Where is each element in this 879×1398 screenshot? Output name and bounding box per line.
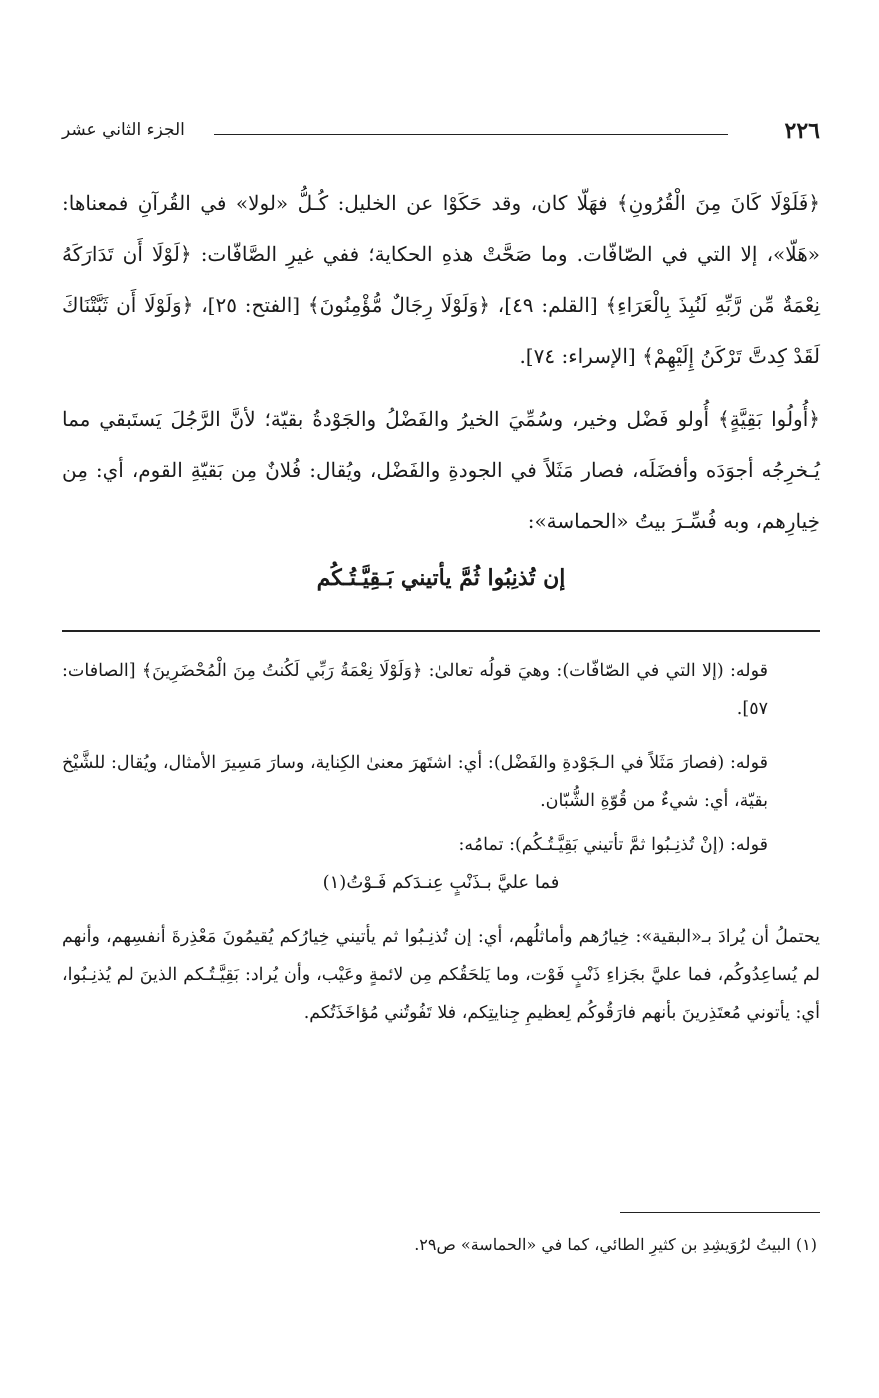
section-divider	[62, 630, 820, 632]
commentary-paragraph-1: قوله: (إلا التي في الصّافّات): وهيَ قولُه تعالىٰ: ﴿وَلَوْلَا نِعْمَةُ رَبِّي لَكُنتُ مِنَ الْمُحْضَرِينَ﴾ [الصافات: ٥٧].	[62, 661, 768, 719]
main-paragraph-2: ﴿أُولُوا بَقِيَّةٍ﴾ أُولو فَضْل وخير، وسُمِّيَ الخيرُ والفَضْلُ والجَوْدةُ بقيّة؛ لأنَّ الرَّجُلَ يَستَبقي مما يُـخرِجُه أجوَدَه وأفضَلَه، فصار مَثَلاً في الجودةِ والفَضْل، ويُقال: فُلانٌ مِن بَقيّةِ القوم، أي: مِن خِيارِهم، وبه فُسِّـرَ بيتُ «الحماسة»:	[62, 407, 820, 533]
commentary-verse: فما عليَّ بـذَنْبٍ عِنـدَكم فَـوْتُ(١)	[322, 872, 560, 893]
commentary	[62, 652, 820, 1032]
running-title: الجزء الثاني عشر	[62, 120, 185, 140]
hamasa-verse: إن تُذنِبُوا ثُمَّ يأتيني بَـقِيَّـتُـكُم	[316, 565, 566, 591]
footnote: (١) البيتُ لرُوَيشِدِ بن كثيرِ الطائي، كما في «الحماسة» ص٢٩.	[414, 1235, 817, 1254]
commentary-paragraph-3: قوله: (إنْ تُذنِـبُوا ثمَّ تأتيني بَقِيَّـتُـكُم): تمامُه:	[458, 835, 768, 855]
footnote-rule	[620, 1212, 820, 1213]
commentary-paragraph-4: يحتملُ أن يُرادَ بـ«البقية»: خِيارُهم وأماثلُهم، أي: إن تُذنِـبُوا ثم يأتيني خِيارُكم يُقيمُونَ مَعْذِرةَ أنفسِهم، وأنهم لم يُساعِدُوكُم، فما عليَّ بجَزاءِ ذَنْبٍ فَوْت، وما يَلحَقُكم مِن لائمةٍ وعَيْب، وأن يُراد: بَقِيَّـتُـكم الذينَ لم يُذنِـبُوا، أي: يأتوني مُعتَذِرينَ بأنهم فارَقُوكُم لِعظيمِ جِنايتِكم، فلا تَفُوتُني مُؤاخَذَتُكم.	[62, 927, 820, 1023]
header-rule	[214, 134, 728, 135]
page-header	[62, 118, 820, 148]
main-text	[62, 178, 820, 604]
commentary-paragraph-2: قوله: (فصارَ مَثَلاً في الـجَوْدةِ والفَضْل): أي: اشتَهرَ معنىٰ الكِناية، وسارَ مَسِيرَ الأمثال، ويُقال: للشَّيْخ بقيّة، أي: شيءٌ من قُوّةِ الشُّبّان.	[62, 753, 768, 811]
page-number: ٢٢٦	[784, 118, 820, 144]
main-paragraph-1: ﴿فَلَوْلَا كَانَ مِنَ الْقُرُونِ﴾ فهَلّا كان، وقد حَكَوْا عن الخليل: كُـلُّ «لولا» في القُرآنِ فمعناها: «هَلّا»، إلا التي في الصّافّات. وما صَحَّتْ هذهِ الحكاية؛ ففي غيرِ الصَّافّات: ﴿لَوْلَا أَن تَدَارَكَهُ نِعْمَةٌ مِّن رَّبِّهِ لَنُبِذَ بِالْعَرَاءِ﴾ [القلم: ٤٩]، ﴿وَلَوْلَا رِجَالٌ مُّؤْمِنُونَ﴾ [الفتح: ٢٥]، ﴿وَلَوْلَا أَن ثَبَّتْنَاكَ لَقَدْ كِدتَّ تَرْكَنُ إِلَيْهِمْ﴾ [الإسراء: ٧٤].	[62, 191, 820, 368]
